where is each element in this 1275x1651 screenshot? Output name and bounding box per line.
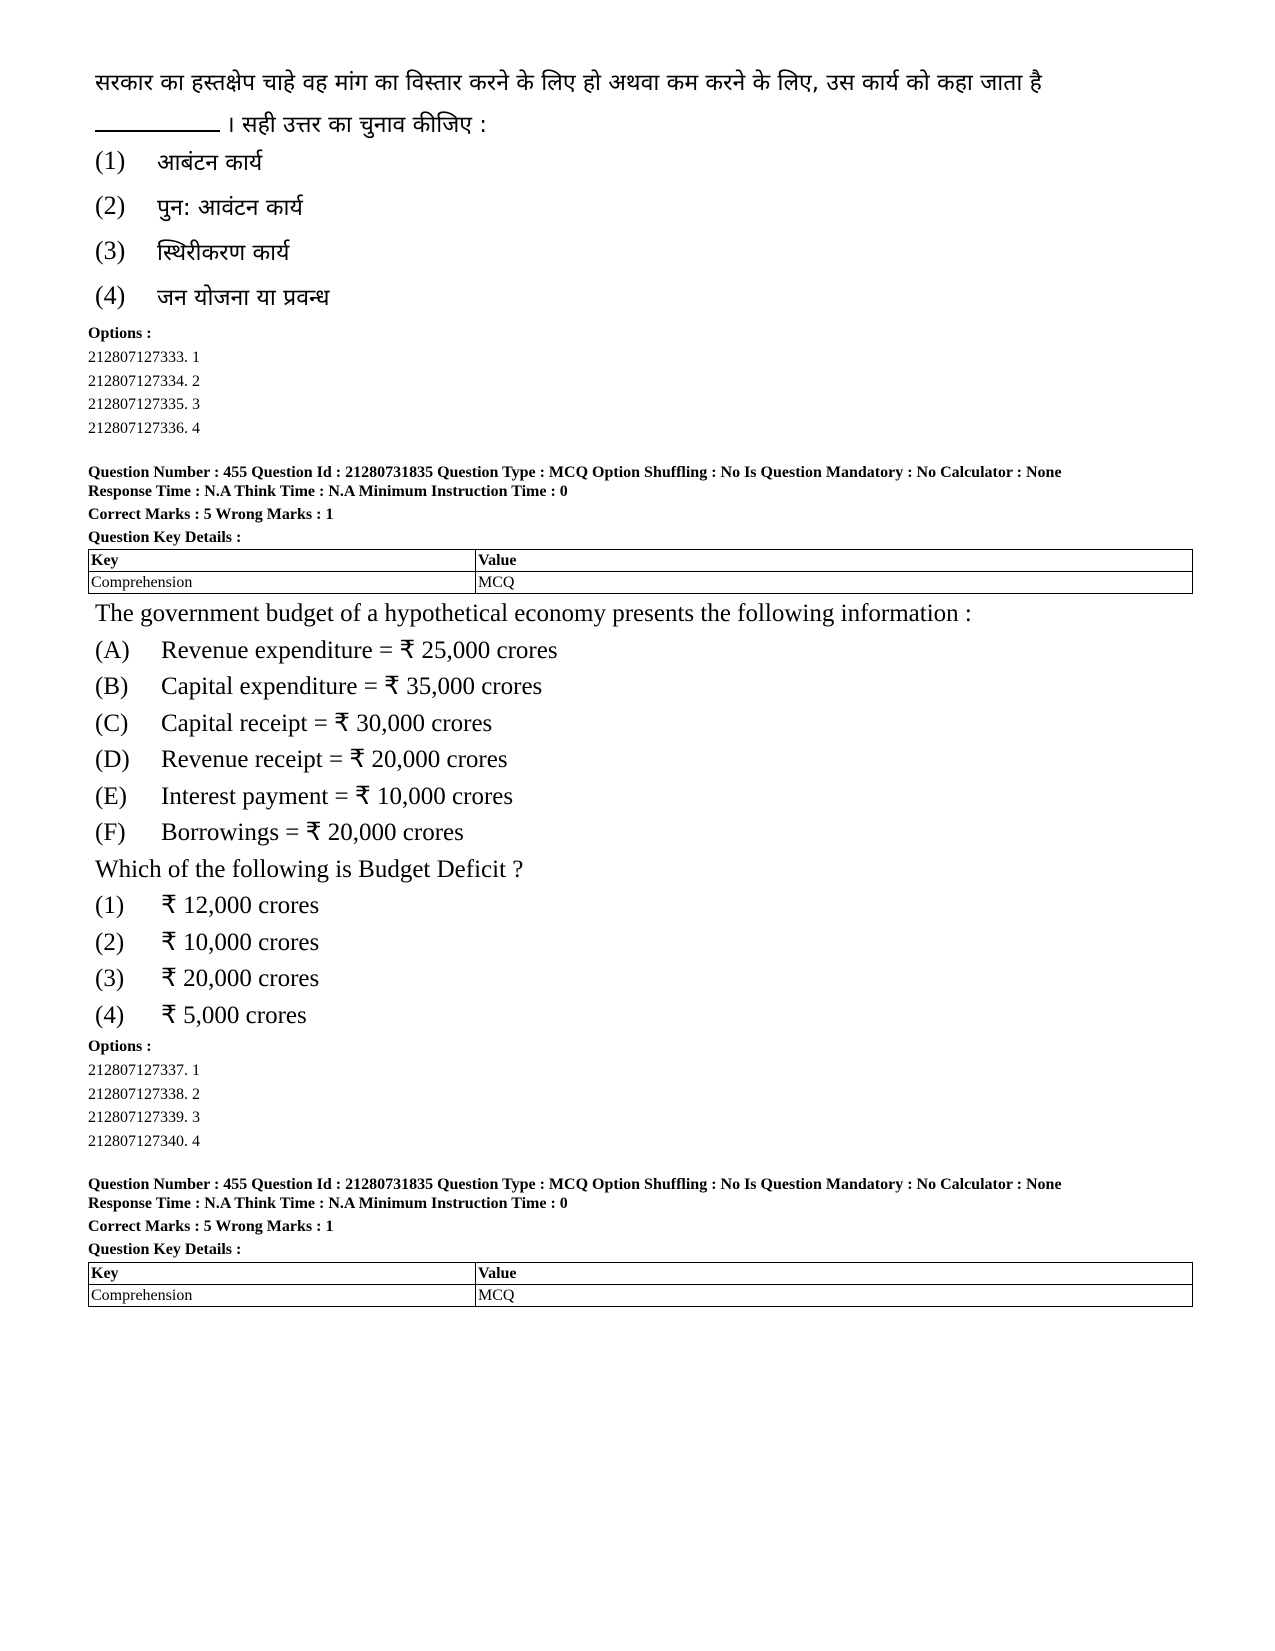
- response-time-line: Response Time : N.A Think Time : N.A Minimum Instruction Time : 0: [88, 483, 568, 500]
- item-text: Interest payment = ₹ 10,000 crores: [161, 782, 514, 810]
- options-label: Options :: [88, 1038, 152, 1055]
- option-id: 212807127340. 4: [88, 1132, 200, 1150]
- hindi-question-line-1: सरकार का हस्तक्षेप चाहे वह मांग का विस्तार करने के लिए हो अथवा कम करने के लिए, उस कार्य को कहा जाता है: [95, 70, 1042, 96]
- choice-label: (4): [95, 1001, 125, 1029]
- option-text: स्थिरीकरण कार्य: [157, 239, 290, 266]
- item-label: (E): [95, 782, 127, 810]
- budget-item: [95, 815, 972, 852]
- hindi-question-instruction: । सही उत्तर का चुनाव कीजिए :: [226, 112, 488, 138]
- answer-choice: [95, 925, 972, 962]
- item-text: Borrowings = ₹ 20,000 crores: [161, 819, 464, 846]
- item-text: Capital receipt = ₹ 30,000 crores: [161, 709, 493, 737]
- table-row: [89, 572, 1193, 594]
- item-label: (C): [95, 709, 129, 737]
- key-details-table-1: [88, 549, 1193, 594]
- option-id: 212807127333. 1: [88, 349, 200, 366]
- table-header-cell: Value: [476, 550, 1193, 572]
- question-intro: The government budget of a hypothetical economy presents the following information :: [95, 600, 972, 627]
- answer-choice: [95, 888, 972, 925]
- table-cell: MCQ: [476, 1285, 1193, 1307]
- english-question: [95, 596, 972, 1034]
- option-id: 212807127338. 2: [88, 1085, 200, 1103]
- option-text: पुन: आवंटन कार्य: [157, 194, 303, 221]
- question-info-line: Question Number : 455 Question Id : 21280731835 Question Type : MCQ Option Shuffling : No Is Question Mandatory : No Calculator : None: [88, 1176, 1062, 1193]
- table-header-row: [89, 1263, 1193, 1285]
- choice-label: (1): [95, 892, 125, 919]
- hindi-question-text: [95, 62, 1205, 146]
- option-number: (3): [95, 235, 126, 265]
- item-text: Capital expenditure = ₹ 35,000 crores: [161, 673, 543, 700]
- response-time-line: Response Time : N.A Think Time : N.A Minimum Instruction Time : 0: [88, 1195, 568, 1212]
- budget-item: [95, 633, 972, 670]
- key-details-label: Question Key Details :: [88, 529, 242, 546]
- question-prompt: Which of the following is Budget Deficit ?: [95, 855, 524, 883]
- item-label: (B): [95, 673, 129, 700]
- answer-blank: [95, 106, 220, 132]
- hindi-option: [95, 228, 330, 273]
- options-label: Options :: [88, 325, 152, 342]
- option-id: 212807127336. 4: [88, 419, 200, 437]
- choice-label: (2): [95, 928, 125, 956]
- option-text: जन योजना या प्रवन्ध: [157, 284, 330, 311]
- question-meta-1: [88, 463, 1062, 547]
- budget-item: [95, 742, 972, 779]
- option-id: 212807127339. 3: [88, 1109, 200, 1126]
- choice-text: ₹ 12,000 crores: [161, 892, 320, 919]
- table-row: [89, 1285, 1193, 1307]
- choice-text: ₹ 20,000 crores: [161, 965, 320, 992]
- table-header-cell: Value: [476, 1263, 1193, 1285]
- hindi-options-list: [95, 138, 330, 318]
- question-meta-2: [88, 1175, 1062, 1259]
- question-info-line: Question Number : 455 Question Id : 21280731835 Question Type : MCQ Option Shuffling : No Is Question Mandatory : No Calculator : None: [88, 464, 1062, 481]
- table-header-row: [89, 550, 1193, 572]
- hindi-option: [95, 273, 330, 318]
- choice-text: ₹ 5,000 crores: [161, 1001, 307, 1029]
- option-id: 212807127335. 3: [88, 396, 200, 413]
- item-text: Revenue expenditure = ₹ 25,000 crores: [161, 636, 558, 664]
- hindi-option: [95, 183, 330, 228]
- budget-item: [95, 669, 972, 706]
- item-text: Revenue receipt = ₹ 20,000 crores: [161, 746, 508, 773]
- options-block-2: [88, 1035, 200, 1153]
- item-label: (D): [95, 746, 130, 773]
- budget-item: [95, 706, 972, 743]
- table-header-cell: Key: [89, 550, 476, 572]
- answer-choice: [95, 961, 972, 998]
- table-cell: MCQ: [476, 572, 1193, 594]
- table-cell: Comprehension: [89, 572, 476, 594]
- option-text: आबंटन कार्य: [157, 149, 263, 176]
- item-label: (F): [95, 819, 126, 846]
- option-id: 212807127334. 2: [88, 372, 200, 390]
- options-block-1: [88, 322, 200, 440]
- item-label: (A): [95, 636, 130, 664]
- option-id: 212807127337. 1: [88, 1062, 200, 1079]
- option-number: (4): [95, 280, 126, 310]
- budget-item: [95, 779, 972, 816]
- table-header-cell: Key: [89, 1263, 476, 1285]
- marks-line: Correct Marks : 5 Wrong Marks : 1: [88, 1218, 334, 1235]
- key-details-label: Question Key Details :: [88, 1241, 242, 1258]
- hindi-option: [95, 138, 330, 183]
- answer-choice: [95, 998, 972, 1035]
- key-details-table-2: [88, 1262, 1193, 1307]
- choice-text: ₹ 10,000 crores: [161, 928, 320, 956]
- option-number: (1): [95, 145, 126, 175]
- choice-label: (3): [95, 965, 125, 992]
- option-number: (2): [95, 190, 126, 220]
- marks-line: Correct Marks : 5 Wrong Marks : 1: [88, 506, 334, 523]
- table-cell: Comprehension: [89, 1285, 476, 1307]
